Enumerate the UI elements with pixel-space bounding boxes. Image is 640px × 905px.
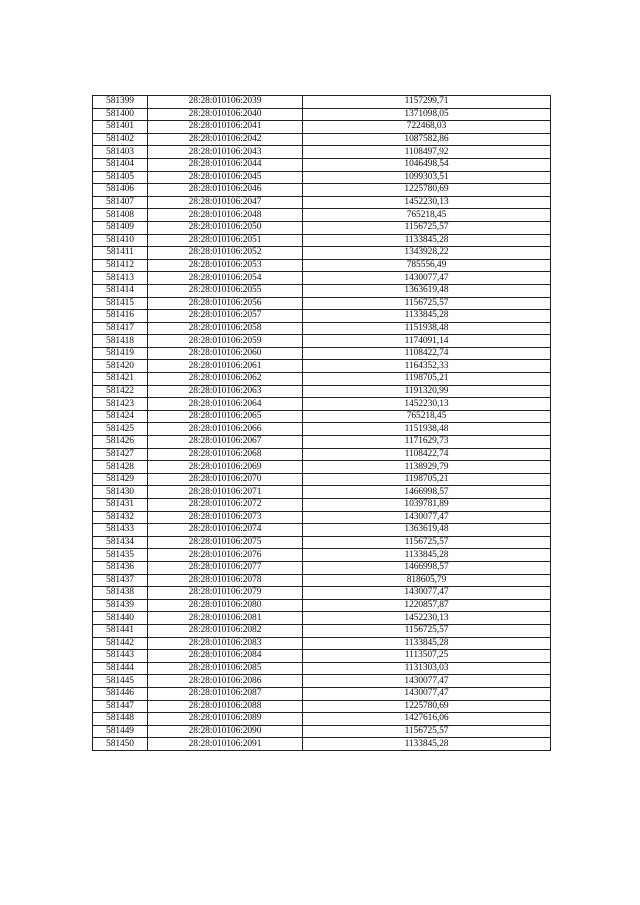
value-cell: 1430077,47 xyxy=(303,511,551,524)
cadastral-number-cell: 28:28:010106:2081 xyxy=(148,612,303,625)
cadastral-number-cell: 28:28:010106:2051 xyxy=(148,234,303,247)
row-number-cell: 581421 xyxy=(93,373,148,386)
row-number-cell: 581424 xyxy=(93,410,148,423)
value-cell: 1452230,13 xyxy=(303,398,551,411)
value-cell: 1343928,22 xyxy=(303,247,551,260)
table-row xyxy=(93,133,551,146)
row-number-cell: 581422 xyxy=(93,385,148,398)
cadastral-number-cell: 28:28:010106:2079 xyxy=(148,587,303,600)
table-row xyxy=(93,448,551,461)
row-number-cell: 581417 xyxy=(93,322,148,335)
table-row xyxy=(93,247,551,260)
table-row xyxy=(93,536,551,549)
value-cell: 1191320,99 xyxy=(303,385,551,398)
table-row xyxy=(93,662,551,675)
cadastral-number-cell: 28:28:010106:2076 xyxy=(148,549,303,562)
value-cell: 1113507,25 xyxy=(303,650,551,663)
value-cell: 1198705,21 xyxy=(303,473,551,486)
table-row xyxy=(93,423,551,436)
row-number-cell: 581430 xyxy=(93,486,148,499)
row-number-cell: 581447 xyxy=(93,700,148,713)
cadastral-number-cell: 28:28:010106:2053 xyxy=(148,259,303,272)
value-cell: 1430077,47 xyxy=(303,272,551,285)
row-number-cell: 581418 xyxy=(93,335,148,348)
table-row xyxy=(93,713,551,726)
table-row xyxy=(93,184,551,197)
cadastral-number-cell: 28:28:010106:2075 xyxy=(148,536,303,549)
value-cell: 1108422,74 xyxy=(303,347,551,360)
value-cell: 1427616,06 xyxy=(303,713,551,726)
row-number-cell: 581450 xyxy=(93,738,148,751)
table-row xyxy=(93,121,551,134)
cadastral-number-cell: 28:28:010106:2045 xyxy=(148,171,303,184)
value-cell: 1363619,48 xyxy=(303,524,551,537)
cadastral-number-cell: 28:28:010106:2062 xyxy=(148,373,303,386)
value-cell: 1371098,05 xyxy=(303,108,551,121)
table-row xyxy=(93,549,551,562)
value-cell: 1430077,47 xyxy=(303,675,551,688)
value-cell: 1046498,54 xyxy=(303,158,551,171)
row-number-cell: 581399 xyxy=(93,96,148,109)
row-number-cell: 581414 xyxy=(93,284,148,297)
cadastral-number-cell: 28:28:010106:2055 xyxy=(148,284,303,297)
cadastral-number-cell: 28:28:010106:2054 xyxy=(148,272,303,285)
value-cell: 1131303,03 xyxy=(303,662,551,675)
cadastral-number-cell: 28:28:010106:2057 xyxy=(148,310,303,323)
cadastral-number-cell: 28:28:010106:2056 xyxy=(148,297,303,310)
cadastral-number-cell: 28:28:010106:2058 xyxy=(148,322,303,335)
cadastral-number-cell: 28:28:010106:2050 xyxy=(148,221,303,234)
row-number-cell: 581416 xyxy=(93,310,148,323)
table-row xyxy=(93,599,551,612)
value-cell: 765218,45 xyxy=(303,209,551,222)
table-row xyxy=(93,347,551,360)
cadastral-number-cell: 28:28:010106:2041 xyxy=(148,121,303,134)
table-row xyxy=(93,624,551,637)
row-number-cell: 581402 xyxy=(93,133,148,146)
value-cell: 722468,03 xyxy=(303,121,551,134)
value-cell: 1466998,57 xyxy=(303,486,551,499)
cadastral-number-cell: 28:28:010106:2088 xyxy=(148,700,303,713)
cadastral-number-cell: 28:28:010106:2059 xyxy=(148,335,303,348)
row-number-cell: 581419 xyxy=(93,347,148,360)
cadastral-number-cell: 28:28:010106:2074 xyxy=(148,524,303,537)
table-row xyxy=(93,410,551,423)
cadastral-number-cell: 28:28:010106:2073 xyxy=(148,511,303,524)
table-row xyxy=(93,486,551,499)
cadastral-number-cell: 28:28:010106:2068 xyxy=(148,448,303,461)
table-row xyxy=(93,360,551,373)
row-number-cell: 581427 xyxy=(93,448,148,461)
table-row xyxy=(93,96,551,109)
cadastral-number-cell: 28:28:010106:2084 xyxy=(148,650,303,663)
value-cell: 1108422,74 xyxy=(303,448,551,461)
row-number-cell: 581410 xyxy=(93,234,148,247)
table-row xyxy=(93,436,551,449)
row-number-cell: 581434 xyxy=(93,536,148,549)
cadastral-number-cell: 28:28:010106:2039 xyxy=(148,96,303,109)
cadastral-number-cell: 28:28:010106:2071 xyxy=(148,486,303,499)
value-cell: 818605,79 xyxy=(303,574,551,587)
cadastral-number-cell: 28:28:010106:2047 xyxy=(148,196,303,209)
table-row xyxy=(93,297,551,310)
value-cell: 1363619,48 xyxy=(303,284,551,297)
row-number-cell: 581420 xyxy=(93,360,148,373)
cadastral-number-cell: 28:28:010106:2085 xyxy=(148,662,303,675)
row-number-cell: 581442 xyxy=(93,637,148,650)
table-row xyxy=(93,561,551,574)
cadastral-number-cell: 28:28:010106:2046 xyxy=(148,184,303,197)
table-row xyxy=(93,738,551,751)
table-row xyxy=(93,398,551,411)
value-cell: 1133845,28 xyxy=(303,234,551,247)
row-number-cell: 581409 xyxy=(93,221,148,234)
row-number-cell: 581429 xyxy=(93,473,148,486)
row-number-cell: 581415 xyxy=(93,297,148,310)
value-cell: 1087582,86 xyxy=(303,133,551,146)
table-body xyxy=(93,96,551,751)
value-cell: 1452230,13 xyxy=(303,196,551,209)
table-row xyxy=(93,171,551,184)
table-row xyxy=(93,209,551,222)
cadastral-number-cell: 28:28:010106:2083 xyxy=(148,637,303,650)
cadastral-number-cell: 28:28:010106:2080 xyxy=(148,599,303,612)
table-row xyxy=(93,234,551,247)
table-row xyxy=(93,310,551,323)
value-cell: 1156725,57 xyxy=(303,624,551,637)
row-number-cell: 581448 xyxy=(93,713,148,726)
table-row xyxy=(93,574,551,587)
value-cell: 1225780,69 xyxy=(303,184,551,197)
value-cell: 1133845,28 xyxy=(303,738,551,751)
value-cell: 765218,45 xyxy=(303,410,551,423)
value-cell: 1099303,51 xyxy=(303,171,551,184)
row-number-cell: 581449 xyxy=(93,725,148,738)
value-cell: 785556,49 xyxy=(303,259,551,272)
table-row xyxy=(93,612,551,625)
table-row xyxy=(93,675,551,688)
table-row xyxy=(93,146,551,159)
row-number-cell: 581425 xyxy=(93,423,148,436)
row-number-cell: 581405 xyxy=(93,171,148,184)
value-cell: 1198705,21 xyxy=(303,373,551,386)
value-cell: 1174091,14 xyxy=(303,335,551,348)
row-number-cell: 581401 xyxy=(93,121,148,134)
row-number-cell: 581426 xyxy=(93,436,148,449)
value-cell: 1133845,28 xyxy=(303,637,551,650)
row-number-cell: 581404 xyxy=(93,158,148,171)
cadastral-number-cell: 28:28:010106:2078 xyxy=(148,574,303,587)
table-row xyxy=(93,259,551,272)
row-number-cell: 581440 xyxy=(93,612,148,625)
table-row xyxy=(93,650,551,663)
table-row xyxy=(93,524,551,537)
value-cell: 1220857,87 xyxy=(303,599,551,612)
cadastral-number-cell: 28:28:010106:2072 xyxy=(148,499,303,512)
cadastral-number-cell: 28:28:010106:2066 xyxy=(148,423,303,436)
value-cell: 1164352,33 xyxy=(303,360,551,373)
cadastral-number-cell: 28:28:010106:2042 xyxy=(148,133,303,146)
cadastral-number-cell: 28:28:010106:2063 xyxy=(148,385,303,398)
table-row xyxy=(93,700,551,713)
table-row xyxy=(93,637,551,650)
table-row xyxy=(93,221,551,234)
value-cell: 1133845,28 xyxy=(303,310,551,323)
row-number-cell: 581431 xyxy=(93,499,148,512)
row-number-cell: 581446 xyxy=(93,687,148,700)
table-row xyxy=(93,687,551,700)
row-number-cell: 581433 xyxy=(93,524,148,537)
cadastral-number-cell: 28:28:010106:2077 xyxy=(148,561,303,574)
value-cell: 1151938,48 xyxy=(303,322,551,335)
value-cell: 1108497,92 xyxy=(303,146,551,159)
table-row xyxy=(93,385,551,398)
data-table xyxy=(92,95,551,751)
cadastral-number-cell: 28:28:010106:2065 xyxy=(148,410,303,423)
value-cell: 1133845,28 xyxy=(303,549,551,562)
row-number-cell: 581432 xyxy=(93,511,148,524)
value-cell: 1151938,48 xyxy=(303,423,551,436)
cadastral-number-cell: 28:28:010106:2043 xyxy=(148,146,303,159)
value-cell: 1430077,47 xyxy=(303,587,551,600)
table-row xyxy=(93,511,551,524)
row-number-cell: 581445 xyxy=(93,675,148,688)
value-cell: 1156725,57 xyxy=(303,725,551,738)
value-cell: 1138929,79 xyxy=(303,461,551,474)
row-number-cell: 581407 xyxy=(93,196,148,209)
row-number-cell: 581411 xyxy=(93,247,148,260)
table-row xyxy=(93,322,551,335)
cadastral-number-cell: 28:28:010106:2069 xyxy=(148,461,303,474)
value-cell: 1156725,57 xyxy=(303,221,551,234)
row-number-cell: 581438 xyxy=(93,587,148,600)
row-number-cell: 581435 xyxy=(93,549,148,562)
cadastral-number-cell: 28:28:010106:2091 xyxy=(148,738,303,751)
table-row xyxy=(93,272,551,285)
table-row xyxy=(93,196,551,209)
row-number-cell: 581436 xyxy=(93,561,148,574)
cadastral-number-cell: 28:28:010106:2052 xyxy=(148,247,303,260)
table-row xyxy=(93,284,551,297)
row-number-cell: 581428 xyxy=(93,461,148,474)
value-cell: 1157299,71 xyxy=(303,96,551,109)
row-number-cell: 581403 xyxy=(93,146,148,159)
table-row xyxy=(93,335,551,348)
value-cell: 1225780,69 xyxy=(303,700,551,713)
value-cell: 1156725,57 xyxy=(303,536,551,549)
table-row xyxy=(93,461,551,474)
cadastral-number-cell: 28:28:010106:2082 xyxy=(148,624,303,637)
row-number-cell: 581439 xyxy=(93,599,148,612)
cadastral-number-cell: 28:28:010106:2067 xyxy=(148,436,303,449)
table-row xyxy=(93,587,551,600)
row-number-cell: 581423 xyxy=(93,398,148,411)
cadastral-number-cell: 28:28:010106:2070 xyxy=(148,473,303,486)
row-number-cell: 581443 xyxy=(93,650,148,663)
value-cell: 1039781,89 xyxy=(303,499,551,512)
row-number-cell: 581412 xyxy=(93,259,148,272)
cadastral-number-cell: 28:28:010106:2061 xyxy=(148,360,303,373)
row-number-cell: 581441 xyxy=(93,624,148,637)
row-number-cell: 581437 xyxy=(93,574,148,587)
cadastral-number-cell: 28:28:010106:2040 xyxy=(148,108,303,121)
row-number-cell: 581444 xyxy=(93,662,148,675)
value-cell: 1171629,73 xyxy=(303,436,551,449)
row-number-cell: 581406 xyxy=(93,184,148,197)
cadastral-number-cell: 28:28:010106:2086 xyxy=(148,675,303,688)
row-number-cell: 581408 xyxy=(93,209,148,222)
value-cell: 1430077,47 xyxy=(303,687,551,700)
value-cell: 1452230,13 xyxy=(303,612,551,625)
cadastral-number-cell: 28:28:010106:2090 xyxy=(148,725,303,738)
row-number-cell: 581413 xyxy=(93,272,148,285)
table-row xyxy=(93,158,551,171)
table-row xyxy=(93,473,551,486)
table-row xyxy=(93,725,551,738)
row-number-cell: 581400 xyxy=(93,108,148,121)
cadastral-number-cell: 28:28:010106:2089 xyxy=(148,713,303,726)
cadastral-number-cell: 28:28:010106:2044 xyxy=(148,158,303,171)
cadastral-number-cell: 28:28:010106:2087 xyxy=(148,687,303,700)
cadastral-number-cell: 28:28:010106:2048 xyxy=(148,209,303,222)
table-row xyxy=(93,108,551,121)
value-cell: 1466998,57 xyxy=(303,561,551,574)
cadastral-number-cell: 28:28:010106:2064 xyxy=(148,398,303,411)
table-row xyxy=(93,499,551,512)
value-cell: 1156725,57 xyxy=(303,297,551,310)
table-row xyxy=(93,373,551,386)
cadastral-number-cell: 28:28:010106:2060 xyxy=(148,347,303,360)
